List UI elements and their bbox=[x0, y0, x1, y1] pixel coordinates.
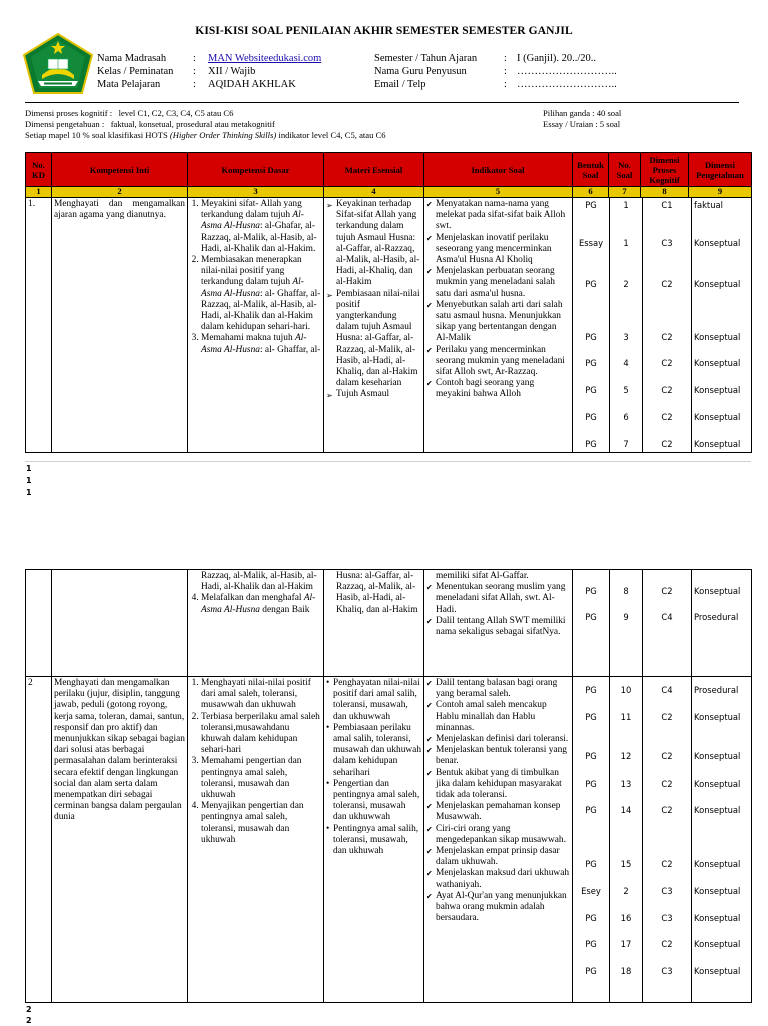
header-kompetensi-dasar: Kompetensi Dasar bbox=[188, 153, 324, 187]
no-soal: 14 bbox=[620, 805, 632, 815]
indikator-soal-cell bbox=[424, 570, 573, 677]
soal-values bbox=[573, 677, 752, 1003]
header-dimensi-kognitif: Dimensi Proses Kognitif bbox=[641, 153, 689, 187]
indikator-item: ✔ Menjelaskan bentuk toleransi yang benar. bbox=[436, 745, 570, 767]
bentuk-soal: PG bbox=[585, 751, 597, 761]
document-title: KISI-KISI SOAL PENILAIAN AKHIR SEMESTER SEMESTER GANJIL bbox=[195, 25, 573, 37]
header-no-soal: No. Soal bbox=[609, 153, 641, 187]
dimensi-pengetahuan: Konseptual bbox=[694, 332, 741, 342]
no-soal: 5 bbox=[623, 385, 629, 395]
indikator-item: ✔ Menjelaskan definisi dari toleransi. bbox=[436, 734, 570, 745]
madrasah-label: Nama Madrasah bbox=[97, 53, 167, 64]
materi-item: • Penghayatan nilai-nilai positif dari amal salih, toleransi, musawah, dan ukhuwwah bbox=[333, 678, 421, 723]
bentuk-soal: PG bbox=[585, 586, 597, 596]
info-text: indikator level C4, C5, atau C6 bbox=[276, 130, 386, 140]
separator: : bbox=[504, 66, 507, 77]
column-number-row bbox=[26, 187, 752, 198]
materi-esensial-cell bbox=[324, 677, 424, 1003]
info-essay-count: Essay / Uraian : 5 soal bbox=[543, 119, 621, 129]
dimensi-pengetahuan: Konseptual bbox=[694, 805, 741, 815]
separator: : bbox=[193, 53, 196, 64]
no-soal: 9 bbox=[623, 612, 629, 622]
bentuk-soal: PG bbox=[585, 859, 597, 869]
dimensi-pengetahuan: Konseptual bbox=[694, 886, 741, 896]
bentuk-soal: PG bbox=[585, 913, 597, 923]
indikator-item: ✔ Menjelaskan inovatif perilaku seseorang yang mencerminkan Asma'ul Husna Al Kholiq bbox=[436, 233, 570, 267]
no-soal: 15 bbox=[620, 859, 632, 869]
kd-item: 1. Meyakini sifat- Allah yang terkandung dalam tujuh Al-Asma Al-Husna: al-Ghafar, al-Razzaq, al-Malik, al-Hasib, al-Hadi, al-Khalik dan al-Hakim. bbox=[201, 199, 321, 255]
indikator-item: ✔ Ciri-ciri orang yang mengedepankan sikap musawwah. bbox=[436, 824, 570, 846]
table-row-kd1-cont bbox=[26, 570, 752, 677]
materi-item: ➢ Keyakinan terhadap Sifat-sifat Allah yang terkandung dalam tujuh Asmaul Husna: al-Gaffar, al-Razzaq, al-Malik, al-Hasib, al-Hadi, al-Khaliq, dan al-Hakim bbox=[336, 199, 421, 289]
no-soal: 8 bbox=[623, 586, 629, 596]
kompetensi-inti-cell: Menghayati dan mengamalkan ajaran agama yang dianutnya. bbox=[52, 198, 188, 453]
bentuk-soal: PG bbox=[585, 385, 597, 395]
dimensi-kognitif: C4 bbox=[661, 612, 673, 622]
indikator-soal-cell bbox=[424, 677, 573, 1003]
header-no-kd: No. KD bbox=[26, 153, 52, 187]
kompetensi-dasar-cell bbox=[188, 198, 324, 453]
no-soal: 3 bbox=[623, 332, 629, 342]
info-pg-count: Pilihan ganda : 40 soal bbox=[543, 108, 622, 118]
materi-item-cont: Husna: al-Gaffar, al-Razzaq, al-Malik, al-Hasib, al-Hadi, al-Khaliq, dan al-Hakim bbox=[336, 571, 418, 615]
bentuk-soal: PG bbox=[585, 279, 597, 289]
no-soal: 17 bbox=[620, 939, 632, 949]
indikator-item: ✔ Bentuk akibat yang di timbulkan jika dalam kehidupan masyarakat tidak ada toleransi. bbox=[436, 768, 570, 802]
bentuk-soal: PG bbox=[585, 939, 597, 949]
header-kompetensi-inti: Kompetensi Inti bbox=[52, 153, 188, 187]
dimensi-kognitif: C2 bbox=[661, 751, 673, 761]
column-divider bbox=[691, 677, 692, 1002]
no-soal: 11 bbox=[620, 712, 632, 722]
dimensi-kognitif: C3 bbox=[661, 966, 673, 976]
soal-values-p1 bbox=[573, 198, 751, 452]
dimensi-kognitif: C2 bbox=[661, 385, 673, 395]
column-number: 9 bbox=[689, 187, 752, 198]
no-soal: 13 bbox=[620, 779, 632, 789]
column-number: 3 bbox=[188, 187, 324, 198]
kompetensi-dasar-cell bbox=[188, 570, 324, 677]
no-soal: 2 bbox=[623, 279, 629, 289]
column-number: 4 bbox=[324, 187, 424, 198]
indikator-item: ✔ Menentukan seorang muslim yang meneladani sifat Allah, swt. Al- Hadi. bbox=[436, 582, 570, 616]
column-number: 7 bbox=[609, 187, 641, 198]
dimensi-kognitif: C2 bbox=[661, 859, 673, 869]
kelas-value: XII / Wajib bbox=[208, 66, 256, 77]
bentuk-soal: PG bbox=[585, 685, 597, 695]
bentuk-soal: PG bbox=[585, 200, 597, 210]
kd-item: 3. Memahami makna tujuh Al-Asma Al-Husna: al- Ghaffar, al- bbox=[201, 333, 321, 355]
dimensi-kognitif: C2 bbox=[661, 805, 673, 815]
kd-item: 2. Membiasakan menerapkan nilai-nilai positif yang terkandung dalam tujuh Al-Asma Al-Husna: al- Ghaffar, al- Razzaq, al-Malik, al-Hasib, al-Hadi, al-Khalik dan al-Hakim dalam kehidupan sehari-hari. bbox=[201, 255, 321, 333]
dimensi-pengetahuan: Konseptual bbox=[694, 712, 741, 722]
bentuk-soal: PG bbox=[585, 805, 597, 815]
page-number: 2 bbox=[26, 1016, 32, 1025]
dimensi-kognitif: C3 bbox=[661, 913, 673, 923]
bentuk-soal: PG bbox=[585, 358, 597, 368]
kompetensi-inti-cell bbox=[52, 570, 188, 677]
indikator-item: ✔ Dalil tentang Allah SWT memiliki nama sekaligus sebagai sifatNya. bbox=[436, 616, 570, 638]
no-soal: 12 bbox=[620, 751, 632, 761]
kompetensi-dasar-cell bbox=[188, 677, 324, 1003]
separator: : bbox=[193, 79, 196, 90]
info-label: Dimensi proses kognitif : bbox=[25, 108, 113, 118]
header-bentuk-soal: Bentuk Soal bbox=[573, 153, 609, 187]
dimensi-pengetahuan: Prosedural bbox=[694, 612, 739, 622]
column-divider bbox=[642, 677, 643, 1002]
semester-label: Semester / Tahun Ajaran bbox=[374, 53, 478, 64]
dimensi-kognitif: C2 bbox=[661, 939, 673, 949]
kisi-table-page1 bbox=[25, 152, 752, 453]
table-row-kd2 bbox=[26, 677, 752, 1003]
indikator-soal-cell bbox=[424, 198, 573, 453]
materi-item: • Pengertian dan pentingnya amal saleh, toleransi, musawah dan ukhuwwah bbox=[333, 779, 421, 824]
indikator-item: ✔ Contoh amal saleh mencakup Hablu minallah dan Hablu minannas. bbox=[436, 700, 570, 734]
dimensi-pengetahuan: Konseptual bbox=[694, 279, 741, 289]
dimensi-pengetahuan: Konseptual bbox=[694, 939, 741, 949]
kd-item-cont: Razzaq, al-Malik, al-Hasib, al-Hadi, al-Khalik dan al-Hakim bbox=[201, 571, 317, 593]
dimensi-kognitif: C3 bbox=[661, 238, 673, 248]
column-divider bbox=[691, 570, 692, 676]
kompetensi-inti-cell: Menghayati dan mengamalkan perilaku (jujur, disiplin, tanggung jawab, peduli (gotong royong, kerja sama, toleran, damai, santun, responsif dan pro aktif) dan menunjukkan sikap sebagai bagian dari solusi atas berbagai permasalahan dalam berinteraksi secara efektif dengan lingkungan social dan alam serta dalam menempatkan diri sebagai cerminan bangsa dalam pergaulan dunia bbox=[52, 677, 188, 1003]
dimensi-pengetahuan: Konseptual bbox=[694, 586, 741, 596]
column-number: 5 bbox=[424, 187, 573, 198]
materi-item: • Pentingnya amal salih, toleransi, musawah, dan ukhuwah bbox=[333, 824, 421, 858]
dimensi-kognitif: C2 bbox=[661, 279, 673, 289]
column-number: 6 bbox=[573, 187, 609, 198]
header-dimensi-pengetahuan: Dimensi Pengetahuan bbox=[689, 153, 752, 187]
soal-values-p2b bbox=[573, 677, 751, 1002]
bentuk-soal: PG bbox=[585, 439, 597, 449]
materi-item: • Pembiasaan perilaku amal salih, toleransi, musawah dan ukhuwah dalam kehidupan seharihari bbox=[333, 723, 421, 779]
mapel-label: Mata Pelajaran bbox=[97, 79, 161, 90]
no-soal: 6 bbox=[623, 412, 629, 422]
kd-item: 4. Menyajikan pengertian dan pentingnya amal saleh, toleransi, musawah dan ukhuwah bbox=[201, 801, 321, 846]
indikator-item: ✔ Menjelaskan empat prinsip dasar dalam ukhuwah. bbox=[436, 846, 570, 868]
info-value: faktual, konsetual, prosedural atau metakognitif bbox=[110, 119, 275, 129]
indikator-item: ✔ Dalil tentang balasan bagi orang yang beramal saleh. bbox=[436, 678, 570, 700]
column-number: 2 bbox=[52, 187, 188, 198]
dimensi-pengetahuan: Konseptual bbox=[694, 751, 741, 761]
separator: : bbox=[193, 66, 196, 77]
dimensi-kognitif: C2 bbox=[661, 586, 673, 596]
bentuk-soal: PG bbox=[585, 712, 597, 722]
separator: : bbox=[504, 79, 507, 90]
header-materi-esensial: Materi Esensial bbox=[324, 153, 424, 187]
dimensi-pengetahuan: Prosedural bbox=[694, 685, 739, 695]
dimensi-kognitif: C2 bbox=[661, 439, 673, 449]
column-divider bbox=[609, 677, 610, 1002]
kelas-label: Kelas / Peminatan bbox=[97, 66, 174, 77]
dimensi-kognitif: C1 bbox=[661, 200, 673, 210]
mapel-value: AQIDAH AKHLAK bbox=[208, 79, 296, 90]
kd-item: 2. Terbiasa berperilaku amal saleh toleransi,musawahdanu khuwah dalam kehidupan sehari-hari bbox=[201, 712, 321, 757]
dimensi-kognitif: C2 bbox=[661, 332, 673, 342]
no-soal: 16 bbox=[620, 913, 632, 923]
indikator-item: ✔ Menyatakan nama-nama yang melekat pada sifat-sifat baik Alloh swt. bbox=[436, 199, 570, 233]
separator: : bbox=[504, 53, 507, 64]
no-soal: 18 bbox=[620, 966, 632, 976]
dimensi-pengetahuan: Konseptual bbox=[694, 913, 741, 923]
bentuk-soal: PG bbox=[585, 779, 597, 789]
dimensi-pengetahuan: Konseptual bbox=[694, 439, 741, 449]
soal-values bbox=[573, 198, 752, 453]
materi-item: ➢ Pembiasaan nilai-nilai positif yangterkandung dalam tujuh Asmaul Husna: al-Gaffar, al-Razzaq, al-Malik, al-Hasib, al-Hadi, al-Khaliq, dan al-Hakim dalam keseharian bbox=[336, 289, 421, 390]
column-number: 8 bbox=[641, 187, 689, 198]
indikator-item: ✔ Contoh bagi seorang yang meyakini bahwa Alloh bbox=[436, 378, 570, 400]
email-label: Email / Telp bbox=[374, 79, 426, 90]
ministry-logo bbox=[22, 33, 94, 95]
page-break-line bbox=[25, 461, 751, 462]
indikator-item: ✔ Menjelaskan maksud dari ukhuwah wathaniyah. bbox=[436, 868, 570, 890]
bentuk-soal: PG bbox=[585, 612, 597, 622]
dimensi-pengetahuan: faktual bbox=[694, 200, 723, 210]
no-soal: 7 bbox=[623, 439, 629, 449]
soal-values-p2a bbox=[573, 570, 751, 676]
materi-esensial-cell bbox=[324, 198, 424, 453]
kd-item: 4. Melafalkan dan menghafal Al-Asma Al-Husna dengan Baik bbox=[201, 593, 321, 615]
indikator-item: ✔ Menjelaskan perbuatan seorang mukmin yang meneladani salah satu dari asma'ul husna. bbox=[436, 266, 570, 300]
no-soal: 1 bbox=[623, 238, 629, 248]
kd-item: 3. Memahami pengertian dan pentingnya amal saleh, toleransi, musawah dan ukhuwah bbox=[201, 756, 321, 801]
page-number: 2 bbox=[26, 1005, 32, 1014]
bentuk-soal: PG bbox=[585, 332, 597, 342]
kd-number: 2 bbox=[26, 677, 52, 1003]
bentuk-soal: Esey bbox=[581, 886, 601, 896]
dimensi-pengetahuan: Konseptual bbox=[694, 238, 741, 248]
no-soal: 4 bbox=[623, 358, 629, 368]
page-number: 1 bbox=[26, 488, 32, 497]
dimensi-kognitif: C2 bbox=[661, 779, 673, 789]
dimensi-kognitif: C4 bbox=[661, 685, 673, 695]
indikator-item-cont: memiliki sifat Al-Gaffar. bbox=[436, 571, 529, 581]
info-label: Dimensi pengetahuan : bbox=[25, 119, 105, 129]
bentuk-soal: PG bbox=[585, 412, 597, 422]
info-dimensi-kognitif bbox=[25, 108, 233, 118]
header-indikator-soal: Indikator Soal bbox=[424, 153, 573, 187]
kd-number bbox=[26, 570, 52, 677]
kd-item: 1. Menghayati nilai-nilai positif dari amal saleh, toleransi, musawwah dan ukhuwah bbox=[201, 678, 321, 712]
dimensi-kognitif: C2 bbox=[661, 358, 673, 368]
indikator-item: ✔ Perilaku yang mencerminkan seorang mukmin yang meneladani sifat Alloh swt, Ar-Razzaq. bbox=[436, 345, 570, 379]
kd-number: 1. bbox=[26, 198, 52, 453]
column-divider bbox=[691, 198, 692, 452]
dimensi-pengetahuan: Konseptual bbox=[694, 779, 741, 789]
no-soal: 1 bbox=[623, 200, 629, 210]
bentuk-soal: Essay bbox=[578, 238, 604, 248]
soal-values bbox=[573, 570, 752, 677]
column-number: 1 bbox=[26, 187, 52, 198]
dimensi-pengetahuan: Konseptual bbox=[694, 358, 741, 368]
dimensi-kognitif: C2 bbox=[661, 712, 673, 722]
dimensi-pengetahuan: Konseptual bbox=[694, 859, 741, 869]
materi-esensial-cell bbox=[324, 570, 424, 677]
no-soal: 10 bbox=[620, 685, 632, 695]
table-row-kd1 bbox=[26, 198, 752, 453]
dimensi-pengetahuan: Konseptual bbox=[694, 412, 741, 422]
page-number: 1 bbox=[26, 464, 32, 473]
info-text: Setiap mapel 10 % soal klasifikasi HOTS bbox=[25, 130, 170, 140]
dimensi-pengetahuan: Konseptual bbox=[694, 966, 741, 976]
indikator-item: ✔ Menjelaskan pemahaman konsep Musawwah. bbox=[436, 801, 570, 823]
header-rule bbox=[25, 102, 739, 103]
dimensi-kognitif: C3 bbox=[661, 886, 673, 896]
email-value: ……………………….. bbox=[517, 79, 617, 90]
materi-item: ➢ Tujuh Asmaul bbox=[336, 389, 421, 400]
dimensi-kognitif: C2 bbox=[661, 412, 673, 422]
table-header-row bbox=[26, 153, 752, 187]
header-info bbox=[97, 53, 747, 93]
info-hots bbox=[25, 130, 386, 140]
semester-value: I (Ganjil). 20../20.. bbox=[517, 53, 597, 64]
dimensi-pengetahuan: Konseptual bbox=[694, 385, 741, 395]
madrasah-link[interactable]: MAN Websiteedukasi.com bbox=[208, 53, 322, 64]
indikator-item: ✔ Menyebutkan salah arti dari salah satu asmaul husna. Menunjukkan sikap yang bertentangan dengan Al-Malik bbox=[436, 300, 570, 345]
indikator-item: ✔ Ayat Al-Qur'an yang menunjukkan bahwa orang mukmin adalah bersaudara. bbox=[436, 891, 570, 925]
bentuk-soal: PG bbox=[585, 966, 597, 976]
kisi-table-page2 bbox=[25, 569, 752, 1003]
info-italic: (Higher Order Thinking Skills) bbox=[169, 130, 277, 140]
info-dimensi-pengetahuan bbox=[25, 119, 275, 129]
guru-label: Nama Guru Penyusun bbox=[374, 66, 467, 77]
no-soal: 2 bbox=[623, 886, 629, 896]
guru-value: ……………………….. bbox=[517, 66, 617, 77]
page-number: 1 bbox=[26, 476, 32, 485]
info-value: level C1, C2, C3, C4, C5 atau C6 bbox=[118, 108, 234, 118]
